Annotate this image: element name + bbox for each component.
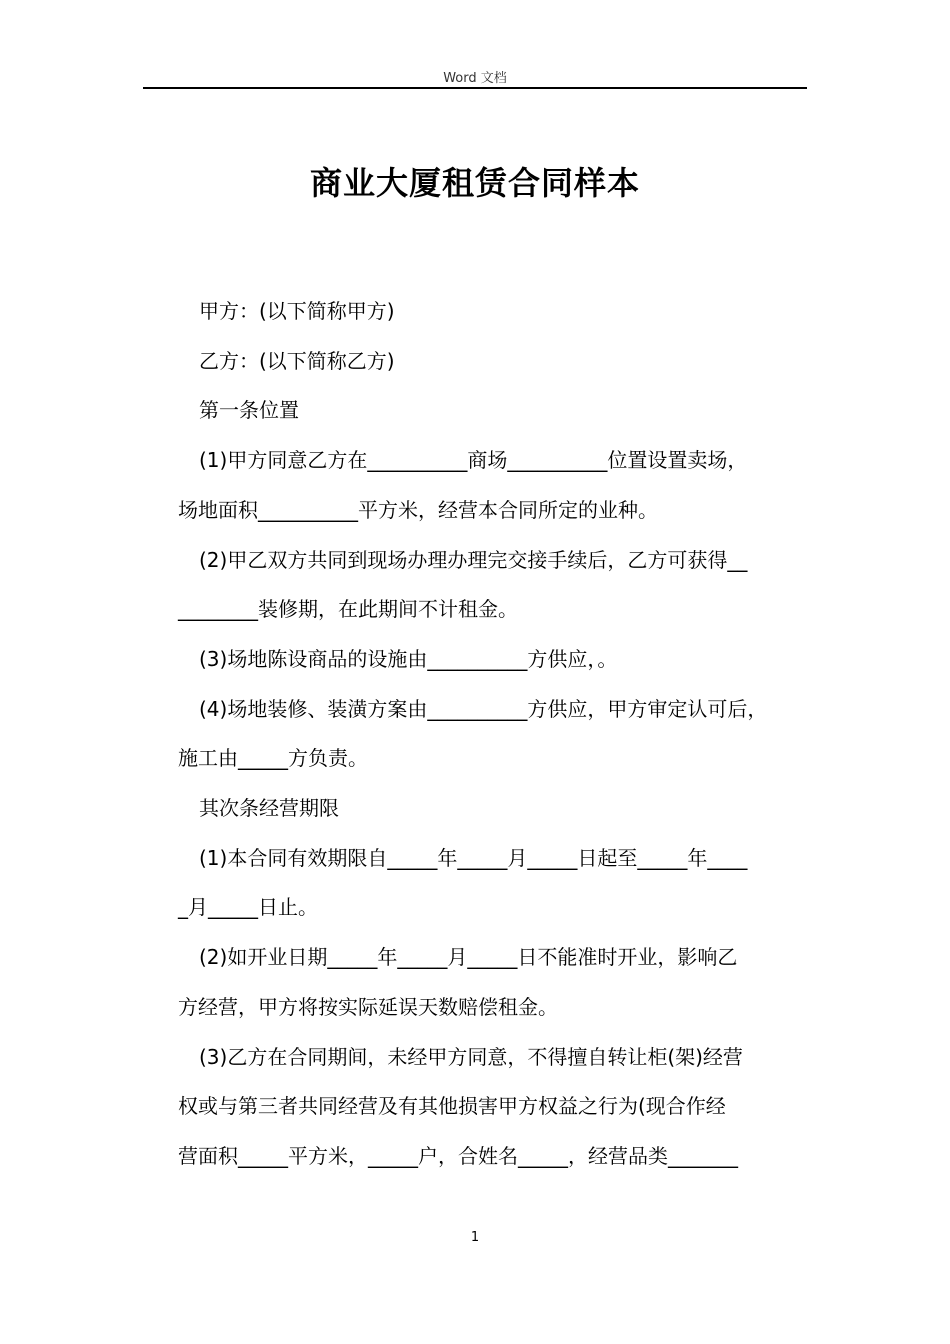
paragraph-line: (4)场地装修、装潢方案由__________方供应，甲方审定认可后，: [199, 696, 768, 721]
paragraph-line: 权或与第三者共同经营及有其他损害甲方权益之行为(现合作经: [178, 1094, 726, 1119]
paragraph-line: (1)本合同有效期限自_____年_____月_____日起至_____年____: [199, 845, 748, 870]
paragraph-line: (2)甲乙双方共同到现场办理办理完交接手续后，乙方可获得__: [199, 547, 748, 572]
section-heading: 第一条位置: [199, 398, 299, 423]
paragraph-line: 场地面积__________平方米，经营本合同所定的业种。: [178, 497, 658, 522]
paragraph-line: (1)甲方同意乙方在__________商场__________位置设置卖场，: [199, 448, 748, 473]
header-rule: [143, 87, 807, 89]
document-body: [178, 287, 810, 1182]
paragraph-line: 方经营，甲方将按实际延误天数赔偿租金。: [178, 994, 558, 1019]
paragraph-line: 营面积_____平方米，_____户，合姓名_____，经营品类_______: [178, 1143, 738, 1168]
paragraph-line: ________装修期，在此期间不计租金。: [178, 597, 518, 622]
paragraph-line: 施工由_____方负责。: [178, 746, 368, 771]
paragraph-line: (3)场地陈设商品的设施由__________方供应，。: [199, 646, 618, 671]
page-number: 1: [470, 1230, 480, 1245]
section-heading: 其次条经营期限: [199, 796, 339, 821]
page-header: Word 文档: [443, 71, 507, 86]
party-a-line: 甲方：(以下简称甲方): [199, 299, 395, 323]
paragraph-line: (2)如开业日期_____年_____月_____日不能准时开业，影响乙: [199, 945, 738, 970]
paragraph-line: _月_____日止。: [178, 895, 318, 920]
party-b-line: 乙方：(以下简称乙方): [199, 348, 395, 373]
paragraph-line: (3)乙方在合同期间，未经甲方同意，不得擅自转让柜(架)经营: [199, 1044, 743, 1069]
document-title: 商业大厦租赁合同样本: [309, 164, 640, 202]
